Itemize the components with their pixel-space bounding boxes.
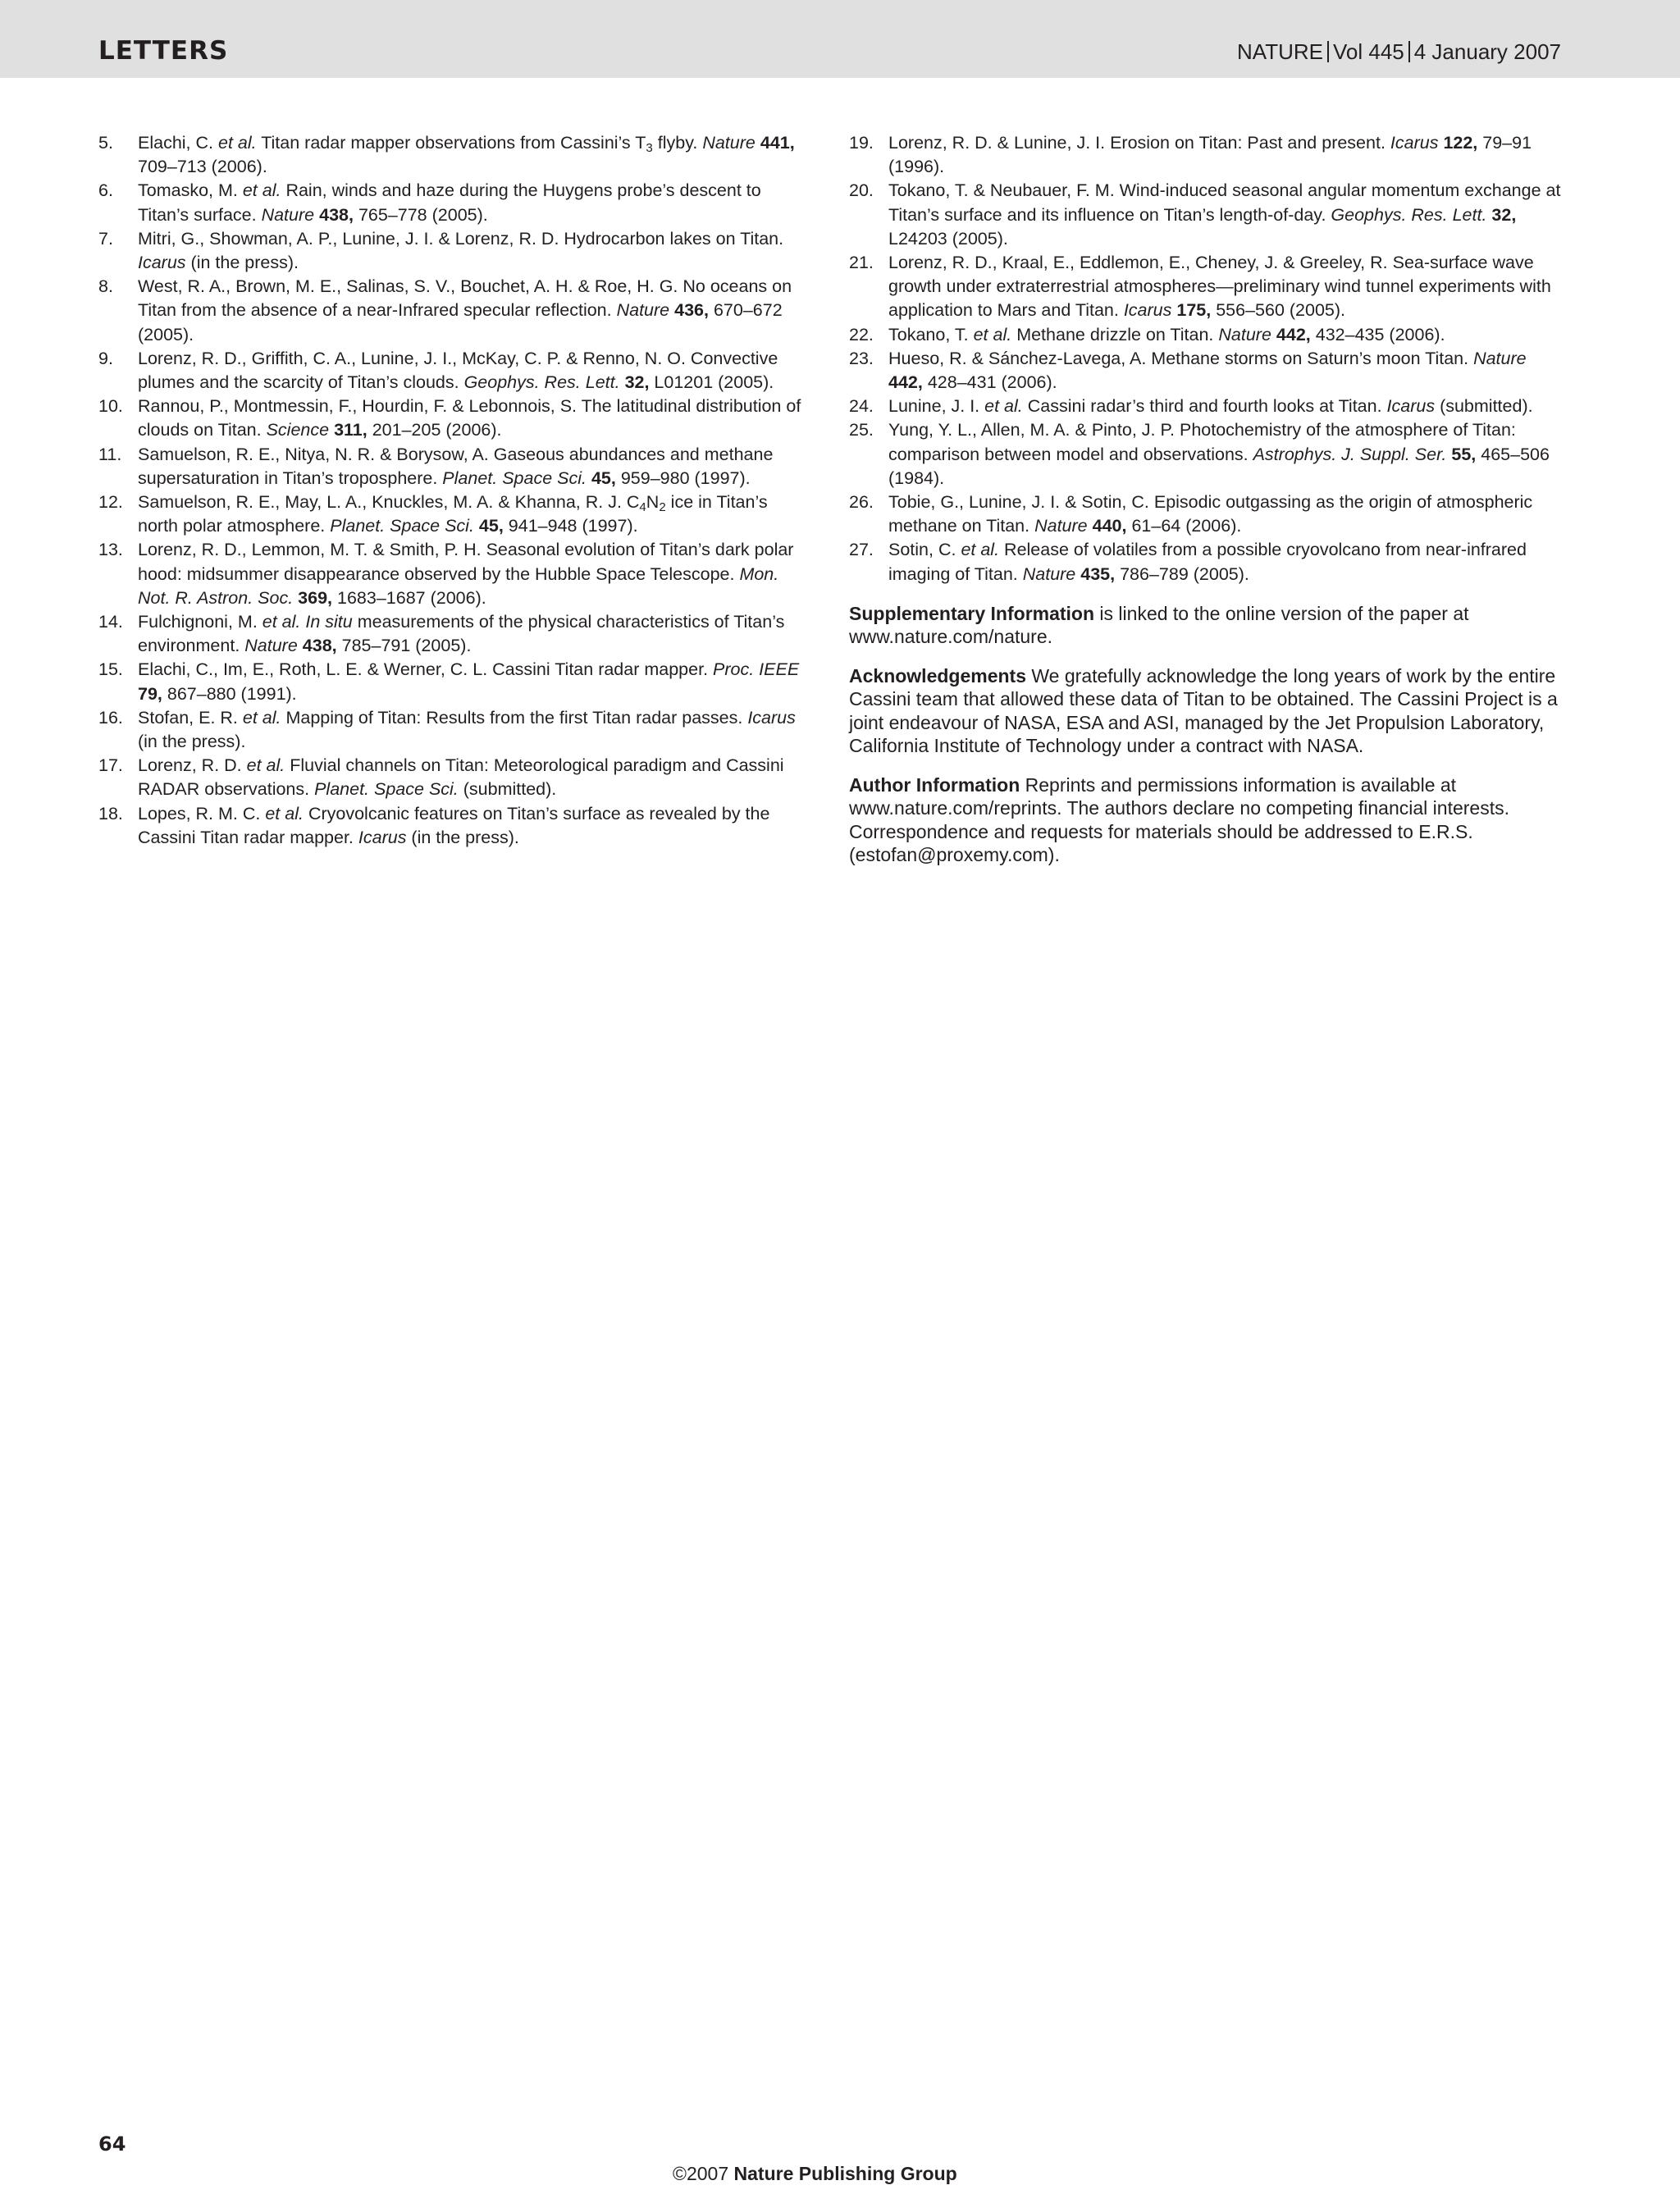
reference-fragment: 765–778 (2005). — [353, 204, 488, 225]
reference-fragment: Nature — [261, 204, 315, 225]
reference-text — [138, 538, 810, 610]
reference-number: 19. — [849, 133, 874, 153]
reference-fragment: 1683–1687 (2006). — [332, 587, 486, 608]
reference-fragment: Proc. IEEE — [713, 659, 800, 680]
reference-text — [138, 395, 810, 442]
reference-item — [98, 275, 810, 347]
reference-item — [98, 179, 810, 226]
reference-item — [98, 443, 810, 490]
reference-fragment: Icarus — [1390, 133, 1439, 153]
reference-number: 20. — [849, 180, 874, 201]
reference-fragment: 45, — [591, 468, 616, 488]
reference-text — [888, 418, 1563, 490]
reference-fragment: Nature — [702, 133, 756, 153]
reference-fragment: L24203 (2005). — [888, 228, 1008, 249]
reference-fragment: Cassini radar’s third and fourth looks at Titan. — [1022, 396, 1387, 417]
reference-fragment: 436, — [674, 300, 709, 321]
reference-item — [98, 131, 810, 179]
reference-fragment: Yung, Y. L., Allen, M. A. & Pinto, J. P. Photochemistry of the atmosphere of Titan: comparison between model and observations. — [888, 420, 1516, 464]
reference-fragment: 201–205 (2006). — [367, 420, 502, 440]
reference-fragment: 959–980 (1997). — [615, 468, 751, 488]
author-information-text: Reprints and permissions information is available at www.nature.com/reprints. The authors declare no competing financial interests. Correspondence and requests for materials should be addressed to E.R.S. (estofan@proxemy.com). — [849, 773, 1509, 866]
reference-fragment: (submitted). — [458, 779, 557, 800]
supplementary-lead: Supplementary Information — [849, 602, 1095, 624]
reference-fragment: (submitted). — [1435, 396, 1533, 417]
reference-number: 18. — [98, 803, 123, 823]
reference-fragment: In situ — [305, 612, 353, 632]
reference-number: 8. — [98, 276, 113, 297]
reference-fragment: 45, — [478, 516, 504, 536]
references-left-column — [98, 131, 810, 850]
reference-text — [138, 610, 810, 658]
reference-fragment: 61–64 (2006). — [1126, 516, 1242, 536]
reference-fragment: Fluvial channels on Titan: Meteorological paradigm and Cassini RADAR observations. — [138, 755, 784, 800]
copyright-text: ©2007 — [673, 2163, 734, 2184]
reference-number: 17. — [98, 755, 123, 776]
reference-number: 5. — [98, 133, 113, 153]
reference-text — [138, 275, 810, 347]
reference-fragment: 2 — [659, 500, 666, 515]
reference-fragment: Titan radar mapper observations from Cassini’s T — [256, 133, 646, 153]
reference-item — [849, 179, 1563, 251]
reference-fragment: Nature — [1022, 563, 1076, 584]
reference-item — [849, 347, 1563, 395]
reference-item — [98, 610, 810, 658]
reference-fragment: Samuelson, R. E., Nitya, N. R. & Borysow, A. Gaseous abundances and methane supersaturation in Titan’s troposphere. — [138, 444, 774, 488]
reference-fragment: 786–789 (2005). — [1115, 563, 1249, 584]
reference-fragment: Icarus — [1386, 396, 1436, 417]
reference-number: 26. — [849, 492, 874, 513]
reference-fragment: 55, — [1451, 444, 1477, 464]
reference-fragment: et al. — [246, 755, 285, 776]
reference-item — [98, 802, 810, 850]
reference-fragment: flyby. — [652, 133, 703, 153]
reference-fragment: Icarus — [358, 827, 407, 847]
reference-fragment: Lorenz, R. D., Griffith, C. A., Lunine, J. I., McKay, C. P. & Renno, N. O. Convective plumes and the scarcity of Titan’s clouds. — [138, 348, 778, 393]
reference-fragment: Planet. Space Sci. — [442, 468, 587, 488]
reference-item — [98, 227, 810, 275]
reference-number: 6. — [98, 180, 113, 201]
reference-text — [888, 347, 1563, 395]
reference-item — [98, 754, 810, 801]
reference-fragment: Planet. Space Sci. — [330, 516, 474, 536]
reference-text — [138, 706, 810, 754]
reference-fragment: 175, — [1176, 300, 1212, 321]
copyright-line — [673, 2163, 957, 2185]
reference-fragment: Fulchignoni, M. — [138, 612, 262, 632]
reference-text — [888, 179, 1563, 251]
reference-item — [98, 658, 810, 705]
reference-number: 25. — [849, 420, 874, 440]
reference-fragment: Release of volatiles from a possible cryovolcano from near-infrared imaging of Titan. — [888, 540, 1527, 584]
reference-text — [138, 443, 810, 490]
reference-text — [888, 131, 1563, 179]
page-number: 64 — [98, 2133, 126, 2156]
reference-fragment: 556–560 (2005). — [1211, 300, 1346, 321]
reference-fragment: 440, — [1092, 516, 1127, 536]
reference-item — [98, 538, 810, 610]
references-right-column — [849, 131, 1563, 883]
reference-fragment: Icarus — [1123, 300, 1172, 321]
reference-text — [888, 251, 1563, 323]
reference-text — [138, 131, 810, 179]
reference-fragment: 428–431 (2006). — [922, 372, 1057, 393]
reference-fragment: Nature — [1473, 348, 1527, 368]
reference-fragment: West, R. A., Brown, M. E., Salinas, S. V., Bouchet, A. H. & Roe, H. G. No oceans on Titan from the absence of a near-Infrared specular reflection. — [138, 276, 792, 321]
reference-fragment: Lunine, J. I. — [888, 396, 985, 417]
journal-name: NATURE — [1237, 39, 1323, 64]
reference-fragment: 32, — [624, 372, 650, 393]
reference-fragment: 122, — [1443, 133, 1478, 153]
reference-fragment: Tokano, T. & Neubauer, F. M. Wind-induced seasonal angular momentum exchange at Titan’s surface and its influence on Titan’s length-of-day. — [888, 180, 1561, 225]
reference-fragment: N — [646, 492, 660, 513]
reference-number: 21. — [849, 253, 874, 273]
reference-fragment: Mapping of Titan: Results from the first Titan radar passes. — [281, 707, 748, 728]
reference-number: 22. — [849, 324, 874, 344]
reference-fragment: Lorenz, R. D. & Lunine, J. I. Erosion on Titan: Past and present. — [888, 133, 1390, 153]
reference-item — [849, 490, 1563, 538]
reference-item — [98, 347, 810, 395]
reference-text — [138, 802, 810, 850]
reference-fragment: 438, — [319, 204, 354, 225]
reference-number: 7. — [98, 228, 113, 249]
acknowledgements-text: We gratefully acknowledge the long years of work by the entire Cassini team that allowed these data of Titan to be obtained. The Cassini Project is a joint endeavour of NASA, ESA and ASI, managed by the Jet Propulsion Laboratory, California Institute of Technology under a contract with NASA. — [849, 664, 1558, 757]
reference-number: 9. — [98, 348, 113, 368]
reference-fragment: Elachi, C. — [138, 133, 218, 153]
acknowledgements-lead: Acknowledgements — [849, 664, 1026, 687]
reference-item — [98, 395, 810, 442]
reference-fragment: (in the press). — [185, 253, 299, 273]
section-label: LETTERS — [98, 36, 229, 66]
reference-number: 27. — [849, 540, 874, 560]
reference-fragment: et al. — [242, 707, 281, 728]
reference-number: 12. — [98, 492, 123, 513]
reference-fragment: et al. — [265, 803, 304, 823]
reference-number: 16. — [98, 707, 123, 728]
reference-fragment: 941–948 (1997). — [503, 516, 638, 536]
acknowledgements — [849, 664, 1563, 758]
reference-text — [138, 658, 810, 705]
author-information-lead: Author Information — [849, 773, 1020, 796]
reference-text — [138, 179, 810, 226]
reference-fragment: Lorenz, R. D., Lemmon, M. T. & Smith, P. H. Seasonal evolution of Titan’s dark polar hood: midsummer disappearance observed by the Hubble Space Telescope. — [138, 540, 794, 584]
reference-fragment: 785–791 (2005). — [336, 636, 472, 656]
reference-fragment: ice in Titan’s north polar atmosphere. — [138, 492, 768, 536]
reference-fragment: Planet. Space Sci. — [314, 779, 459, 800]
reference-fragment: Astrophys. J. Suppl. Ser. — [1253, 444, 1447, 464]
reference-number: 11. — [98, 444, 122, 464]
reference-number: 14. — [98, 612, 123, 632]
reference-fragment: Icarus — [138, 253, 186, 273]
reference-fragment: Elachi, C., Im, E., Roth, L. E. & Werner, C. L. Cassini Titan radar mapper. — [138, 659, 714, 680]
reference-fragment: 3 — [646, 141, 653, 155]
reference-fragment: 32, — [1491, 204, 1517, 225]
reference-fragment: Nature — [616, 300, 670, 321]
reference-fragment: 432–435 (2006). — [1310, 324, 1445, 344]
reference-fragment: Lorenz, R. D. — [138, 755, 247, 776]
reference-number: 15. — [98, 659, 123, 680]
reference-fragment: Geophys. Res. Lett. — [463, 372, 620, 393]
reference-fragment: 79–91 (1996). — [888, 133, 1532, 177]
reference-fragment: Nature — [1034, 516, 1088, 536]
reference-number: 10. — [98, 396, 123, 417]
reference-item — [98, 490, 810, 538]
reference-fragment: et al. — [973, 324, 1012, 344]
reference-fragment: et al. — [262, 612, 301, 632]
reference-text — [138, 227, 810, 275]
reference-fragment: 79, — [138, 683, 162, 704]
reference-fragment: 4 — [639, 500, 646, 515]
supplementary-text: is linked to the online version of the paper at www.nature.com/nature. — [849, 602, 1469, 648]
reference-fragment: Icarus — [747, 707, 796, 728]
reference-item — [849, 395, 1563, 418]
reference-fragment: Geophys. Res. Lett. — [1331, 204, 1487, 225]
reference-fragment: Samuelson, R. E., May, L. A., Knuckles, M. A. & Khanna, R. J. C — [138, 492, 640, 513]
reference-text — [888, 395, 1563, 418]
journal-info — [1237, 39, 1561, 65]
reference-fragment: et al. — [961, 540, 1000, 560]
reference-item — [849, 131, 1563, 179]
reference-fragment: 369, — [298, 587, 333, 608]
reference-item — [849, 251, 1563, 323]
reference-fragment: Rain, winds and haze during the Huygens probe’s descent to Titan’s surface. — [138, 180, 761, 225]
reference-item — [849, 538, 1563, 586]
reference-number: 13. — [98, 540, 123, 560]
reference-fragment: (in the press). — [138, 732, 246, 752]
author-information — [849, 773, 1563, 867]
references-right-list — [849, 131, 1563, 586]
reference-text — [138, 490, 810, 538]
reference-item — [98, 706, 810, 754]
separator — [1327, 41, 1329, 62]
reference-fragment: Lopes, R. M. C. — [138, 803, 266, 823]
reference-fragment: Tomasko, M. — [138, 180, 243, 201]
supplementary-information — [849, 602, 1563, 649]
journal-date: 4 January 2007 — [1413, 39, 1561, 64]
reference-text — [138, 347, 810, 395]
reference-fragment: (in the press). — [406, 827, 519, 847]
reference-fragment: Nature — [244, 636, 298, 656]
reference-number: 23. — [849, 348, 874, 368]
reference-fragment: Nature — [1218, 324, 1271, 344]
reference-fragment: Tobie, G., Lunine, J. I. & Sotin, C. Episodic outgassing as the origin of atmospheric methane on Titan. — [888, 492, 1533, 536]
reference-fragment: Cryovolcanic features on Titan’s surface as revealed by the Cassini Titan radar mapper. — [138, 803, 770, 847]
reference-text — [888, 538, 1563, 586]
reference-fragment: Science — [266, 420, 330, 440]
reference-fragment: L01201 (2005). — [649, 372, 774, 393]
publisher-name: Nature Publishing Group — [733, 2163, 957, 2184]
reference-fragment: 442, — [1276, 324, 1311, 344]
reference-fragment: Rannou, P., Montmessin, F., Hourdin, F. & Lebonnois, S. The latitudinal distribution of clouds on Titan. — [138, 396, 801, 440]
reference-fragment: 465–506 (1984). — [888, 444, 1550, 488]
reference-fragment: Stofan, E. R. — [138, 707, 243, 728]
reference-fragment: 709–713 (2006). — [138, 157, 267, 177]
reference-fragment: Tokano, T. — [888, 324, 974, 344]
reference-text — [888, 323, 1563, 347]
reference-fragment: 670–672 (2005). — [138, 300, 783, 344]
reference-fragment: Mitri, G., Showman, A. P., Lunine, J. I. & Lorenz, R. D. Hydrocarbon lakes on Titan. — [138, 228, 784, 249]
reference-fragment: Mon. Not. R. Astron. Soc. — [138, 563, 779, 608]
reference-fragment: 435, — [1080, 563, 1116, 584]
reference-fragment: et al. — [242, 180, 281, 201]
reference-fragment: 442, — [888, 372, 923, 393]
reference-fragment: measurements of the physical characteristics of Titan’s environment. — [138, 612, 785, 656]
reference-text — [888, 490, 1563, 538]
reference-item — [849, 418, 1563, 490]
journal-volume: Vol 445 — [1333, 39, 1404, 64]
reference-item — [849, 323, 1563, 347]
reference-fragment: Hueso, R. & Sánchez-Lavega, A. Methane storms on Saturn’s moon Titan. — [888, 348, 1474, 368]
reference-fragment: Sotin, C. — [888, 540, 961, 560]
reference-fragment: Methane drizzle on Titan. — [1011, 324, 1219, 344]
reference-number: 24. — [849, 396, 874, 417]
reference-fragment: 867–880 (1991). — [162, 683, 297, 704]
reference-fragment: 441, — [760, 133, 795, 153]
reference-fragment: 438, — [302, 636, 337, 656]
reference-text — [138, 754, 810, 801]
reference-fragment: Lorenz, R. D., Kraal, E., Eddlemon, E., Cheney, J. & Greeley, R. Sea-surface wave growth under extraterrestrial atmospheres—preliminary wind tunnel experiments with application to Mars and Titan. — [888, 253, 1551, 321]
reference-fragment: et al. — [984, 396, 1023, 417]
reference-fragment: 311, — [334, 420, 368, 440]
separator — [1408, 41, 1410, 62]
reference-fragment: et al. — [217, 133, 257, 153]
